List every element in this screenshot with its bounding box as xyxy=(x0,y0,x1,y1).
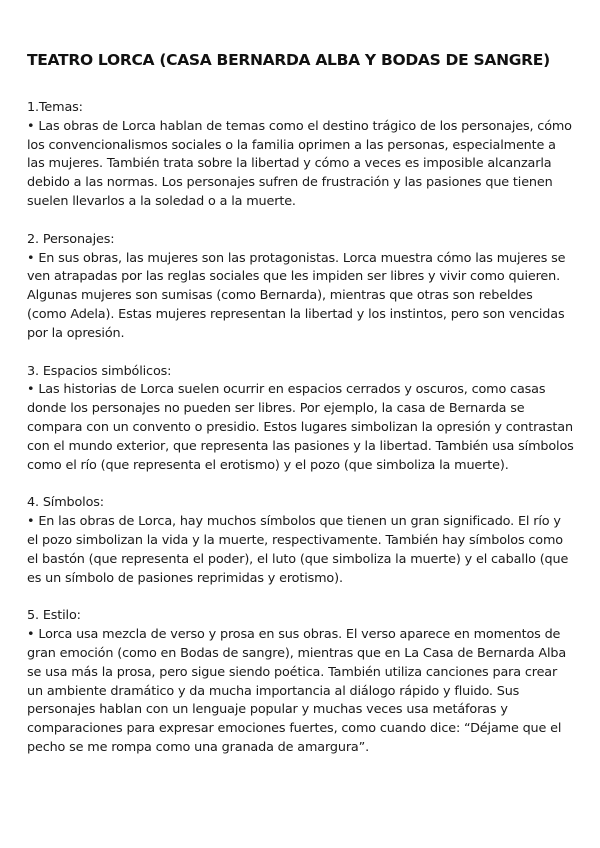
section-temas xyxy=(27,99,575,212)
section-heading: 2. Personajes: xyxy=(27,231,115,247)
section-body: • Las obras de Lorca hablan de temas como el destino trágico de los personajes, cómo los convencionalismos sociales o la familia oprimen a las personas, especialmente a las mujeres. También trata sobre la libertad y cómo a veces es imposible alcanzarla debido a las normas. Los personajes sufren de frustración y las pasiones que tienen suelen llevarlos a la soledad o a la muerte. xyxy=(27,118,572,209)
section-body: • En sus obras, las mujeres son las protagonistas. Lorca muestra cómo las mujeres se ven atrapadas por las reglas sociales que les impiden ser libres y vivir como quieren. Algunas mujeres son sumisas (como Bernarda), mientras que otras son rebeldes (como Adela). Estas mujeres representan la libertad y los instintos, pero son vencidas por la opresión. xyxy=(27,250,566,341)
document-title: TEATRO LORCA (CASA BERNARDA ALBA Y BODAS DE SANGRE) xyxy=(27,51,550,69)
section-body: • Lorca usa mezcla de verso y prosa en sus obras. El verso aparece en momentos de gran emoción (como en Bodas de sangre), mientras que en La Casa de Bernarda Alba se usa más la prosa, pero sigue siendo poética. También utiliza canciones para crear un ambiente dramático y da mucha importancia al diálogo rápido y fluido. Sus personajes hablan con un lenguaje popular y muchas veces usa metáforas y comparaciones para expresar emociones fuertes, como cuando dice: “Déjame que el pecho se me rompa como una granada de amargura”. xyxy=(27,627,567,755)
section-espacios-simbolicos xyxy=(27,363,575,476)
section-personajes xyxy=(27,231,575,344)
section-heading: 4. Símbolos: xyxy=(27,495,104,511)
section-body: • En las obras de Lorca, hay muchos símbolos que tienen un gran significado. El río y el pozo simbolizan la vida y la muerte, respectivamente. También hay símbolos como el bastón (que representa el poder), el luto (que simboliza la muerte) y el caballo (que es un símbolo de pasiones reprimidas y erotismo). xyxy=(27,514,569,586)
document-page xyxy=(27,49,575,777)
section-simbolos xyxy=(27,494,575,588)
section-heading: 3. Espacios simbólicos: xyxy=(27,363,172,379)
section-heading: 5. Estilo: xyxy=(27,608,81,624)
section-heading: 1.Temas: xyxy=(27,100,83,115)
section-body: • Las historias de Lorca suelen ocurrir en espacios cerrados y oscuros, como casas donde los personajes no pueden ser libres. Por ejemplo, la casa de Bernarda se compara con un convento o presidio. Estos lugares simbolizan la opresión y contrastan con el mundo exterior, que representa las pasiones y la libertad. También usa símbolos como el río (que representa el erotismo) y el pozo (que simboliza la muerte). xyxy=(27,382,574,473)
section-estilo xyxy=(27,607,575,757)
